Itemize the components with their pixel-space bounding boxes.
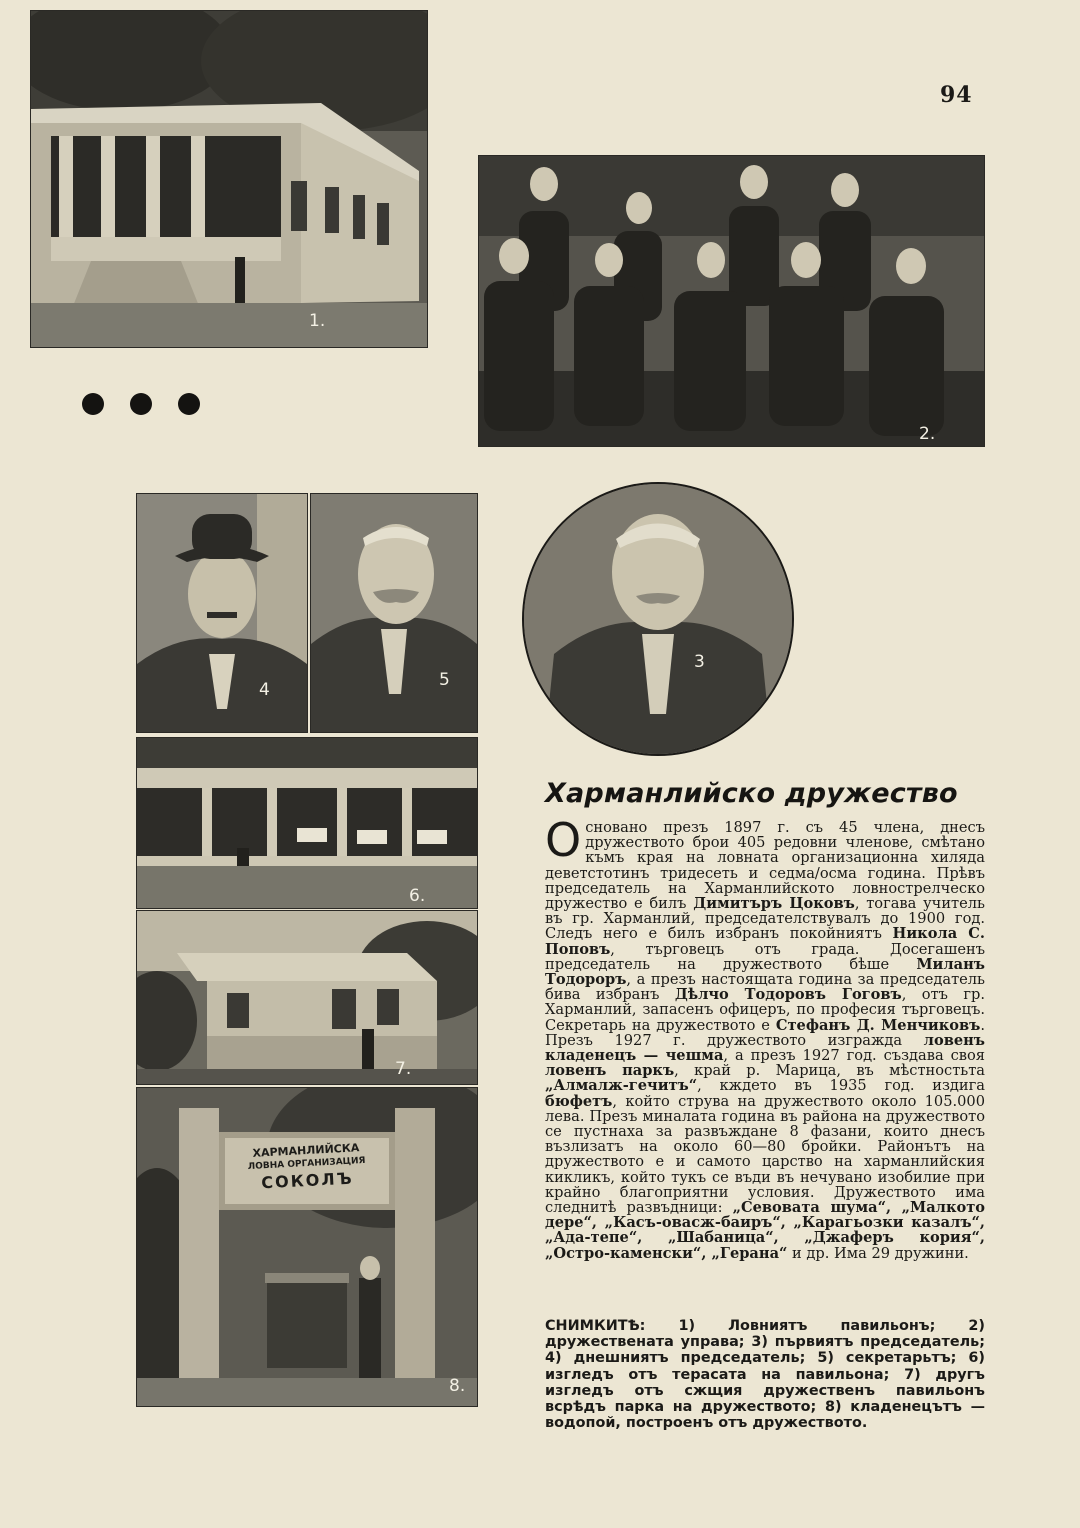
photo-number: 8.	[449, 1376, 466, 1396]
article-bold-run: Стефанъ Д. Менчиковъ	[775, 1016, 981, 1034]
article-text-run: снoвано презъ 1897 г. съ 45 члена, днесъ дружеството брои 405 редовни членове, смѣтано къмъ края на ловната организационна хиляда деветстотинъ тридесеть и седма/осма година. Прѣвъ председатель на Харманлийското ловнострелческо дружество е билъ	[545, 819, 985, 913]
gate-sign-line: ЛОВНА ОРГАНИЗАЦИЯ	[247, 1155, 366, 1173]
article-text-run: , а презъ настоящата година за председатель бива избранъ	[545, 971, 985, 1004]
article-text-run: , който струва на дружеството около 105.000 лева. Презъ миналата година въ района на дружеството се пустнаха за развъждане 8 фазани, които днесъ възлизатъ на около 60—80 бройки. Районътъ на дружеството е и самото царство на харманлийския кикликъ, който тукъ се въди въ нечувано изобилие при крайно благоприятни условия. Дружеството има следнитѣ развъдници:	[545, 1092, 985, 1217]
article-bold-run: ловенъ паркъ	[545, 1062, 675, 1080]
article-bold-run: Миланъ Тодороръ	[545, 955, 985, 989]
gate-sign-line: ХАРМАНЛИЙСКА	[252, 1141, 360, 1160]
photo-terrace-view	[136, 737, 478, 909]
article-bold-run: Никола С. Поповъ	[545, 925, 985, 958]
photo-number: 4	[259, 680, 270, 700]
photo-pavilion-in-park	[136, 910, 478, 1085]
photo-number: 3	[694, 652, 705, 672]
article-text-run: , кждето въ 1935 год. издига	[697, 1077, 985, 1095]
article-bold-run: бюфетъ	[545, 1092, 613, 1110]
photo-number: 5	[439, 670, 450, 690]
decorative-dot	[82, 393, 104, 415]
article-text-run: и др. Има 29 дружини.	[787, 1244, 969, 1262]
photo-hunting-pavilion	[30, 10, 428, 348]
article-text-run: , край р. Марица, въ мѣстностьта	[674, 1062, 985, 1080]
decorative-dot	[178, 393, 200, 415]
article-bold-run: Димитъръ Цоковъ	[693, 895, 855, 913]
article-bold-run: „Севовата шума“, „Малкото дере“, „Касъ-овасж-баиръ“, „Карагьозки казалъ“, „Ада-тепе“, „Шабаница“, „Джаферъ кория“, „Остро-каменски“, „Герана“	[545, 1199, 985, 1262]
article-text-run: , тогава учитель въ гр. Харманлий, председателствувалъ до 1900 год. Следъ него е билъ избранъ покойниятъ	[545, 895, 985, 943]
photo-captions: СНИМКИТѢ: 1) Ловниятъ павильонъ; 2) дружествената управа; 3) първиятъ председатель; 4) днешниятъ председатель; 5) секретарьтъ; 6) изгледъ отъ терасата на павильона; 7) другъ изгледъ отъ сжщия дружественъ павильонъ всрѣдъ парка на дружеството; 8) кладенецътъ — водопой, построенъ отъ дружеството.	[545, 1318, 985, 1432]
photo-well-gate	[136, 1087, 478, 1407]
photo-current-chairman	[136, 493, 308, 733]
photo-number: 7.	[395, 1059, 412, 1079]
photo-society-board	[478, 155, 985, 447]
photo-number: 1.	[309, 311, 326, 331]
article-text-run: , а презъ 1927 год. създава своя	[723, 1047, 985, 1065]
article-title: Харманлийско дружество	[545, 778, 958, 809]
article-bold-run: „Алмалж-гечитъ“	[545, 1077, 698, 1095]
photo-number: 2.	[919, 424, 936, 444]
gate-sign-line: СОКОЛЪ	[260, 1168, 355, 1193]
article-body	[545, 813, 986, 1262]
drop-cap: О	[545, 813, 582, 867]
article-text-run: , търговецъ отъ града. Досегашенъ председатель на дружеството бѣше	[545, 940, 985, 973]
photo-number: 6.	[409, 886, 426, 906]
gate-sign	[223, 1134, 390, 1208]
photo-secretary	[310, 493, 478, 733]
decorative-dot	[130, 393, 152, 415]
article-text	[545, 813, 986, 1262]
article-text-run: , отъ гр. Харманлий, запасенъ офицеръ, по професия търговецъ. Секретарь на дружеството е	[545, 986, 985, 1034]
article-text-run: . Презъ 1927 г. дружеството изгражда	[545, 1016, 986, 1049]
photo-first-chairman	[522, 482, 794, 756]
article-bold-run: Дѣлчо Тодоровъ Гоговъ	[674, 986, 902, 1004]
article-bold-run: ловенъ кладенецъ — чешма	[545, 1031, 985, 1065]
page-number: 94	[940, 82, 973, 108]
